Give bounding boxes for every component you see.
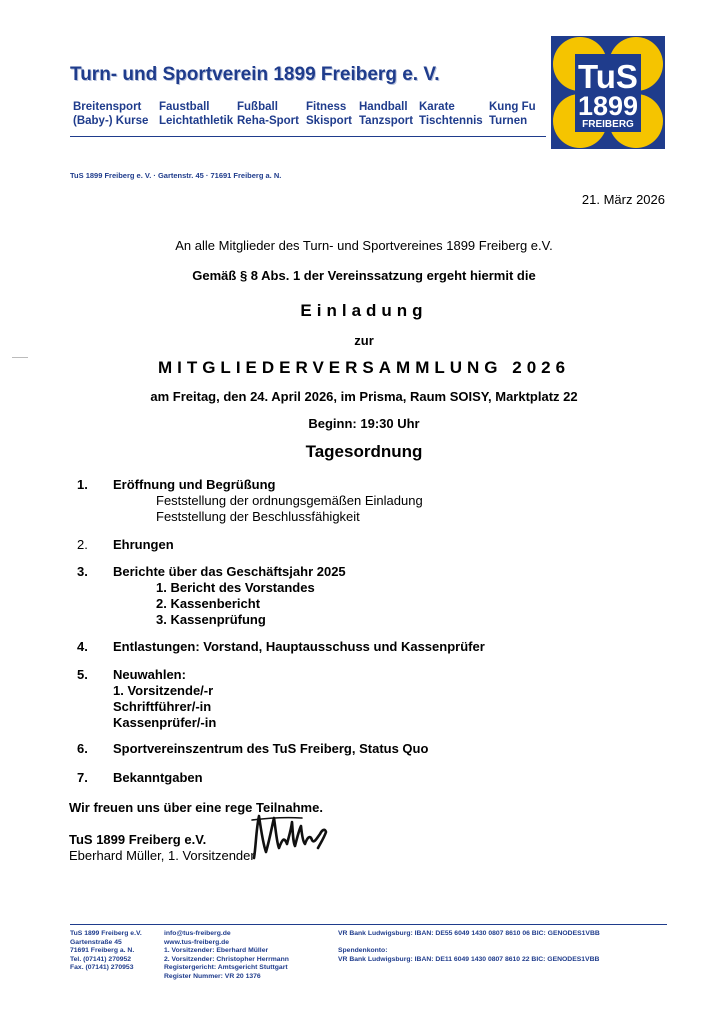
zur-line: zur: [354, 333, 374, 348]
sport-item: Turnen: [489, 115, 528, 127]
sport-item: Karate: [419, 101, 455, 113]
agenda-subitem: 1. Vorsitzende/-r: [113, 683, 214, 698]
agenda-heading: Tagesordnung: [305, 442, 423, 461]
agenda-subitem: Kassenprüfer/-in: [113, 715, 217, 730]
agenda-number: 4.: [77, 639, 88, 654]
letter-date: 21. März 2026: [581, 192, 665, 207]
footer-line: Registergericht: Amtsgericht Stuttgart: [164, 964, 288, 972]
sport-item: Breitensport: [73, 101, 142, 113]
logo-text-tus: TuS: [578, 58, 638, 95]
agenda-subitem: Feststellung der ordnungsgemäßen Einladung: [156, 493, 423, 508]
sport-item: Reha-Sport: [237, 115, 299, 127]
sport-item: (Baby-) Kurse: [73, 115, 149, 127]
agenda-number: 3.: [77, 564, 88, 579]
agenda-subitem: 3. Kassenprüfung: [156, 612, 266, 627]
footer-line: Register Nummer: VR 20 1376: [164, 972, 261, 980]
sport-item: Fußball: [237, 101, 278, 113]
date-location: am Freitag, den 24. April 2026, im Prisma, Raum SOISY, Marktplatz 22: [150, 389, 578, 404]
logo-text-town: FREIBERG: [582, 119, 634, 130]
agenda-title: Neuwahlen:: [113, 667, 186, 682]
footer-line: TuS 1899 Freiberg e.V.: [70, 930, 142, 937]
sport-item: Faustball: [159, 101, 210, 113]
agenda-title: Berichte über das Geschäftsjahr 2025: [113, 564, 346, 579]
handwritten-signature: [246, 808, 330, 866]
footer-line: 2. Vorsitzender: Christopher Herrmann: [164, 955, 289, 963]
intro-line: An alle Mitglieder des Turn- und Sportvereines 1899 Freiberg e.V.: [175, 238, 553, 253]
statute-line: Gemäß § 8 Abs. 1 der Vereinssatzung ergeht hiermit die: [192, 268, 536, 283]
invitation-heading: Einladung: [300, 301, 428, 320]
signature-name: Eberhard Müller, 1. Vorsitzender: [69, 848, 255, 863]
header-divider: [70, 136, 546, 137]
footer-line: VR Bank Ludwigsburg: IBAN: DE11 6049 1430 0807 8610 22 BIC: GENODES1VBB: [338, 955, 600, 963]
sport-item: Tischtennis: [419, 115, 483, 127]
agenda-number: 2.: [77, 537, 88, 552]
start-time: Beginn: 19:30 Uhr: [308, 416, 420, 431]
assembly-heading: MITGLIEDERVERSAMMLUNG 2026: [157, 358, 571, 377]
sport-item: Skisport: [306, 115, 353, 127]
agenda-number: 1.: [77, 477, 88, 492]
agenda-number: 7.: [77, 770, 88, 785]
agenda-subitem: Schriftführer/-in: [113, 699, 212, 714]
agenda-title: Sportvereinszentrum des TuS Freiberg, Status Quo: [113, 741, 429, 756]
sport-item: Handball: [359, 101, 408, 113]
footer-line: 71691 Freiberg a. N.: [70, 947, 135, 955]
footer-line: VR Bank Ludwigsburg: IBAN: DE55 6049 1430 0807 8610 06 BIC: GENODES1VBB: [338, 930, 600, 937]
sport-item: Tanzsport: [359, 115, 414, 127]
footer-address: [70, 930, 142, 973]
footer-email: info@tus-freiberg.de: [164, 930, 231, 937]
agenda-number: 6.: [77, 741, 88, 756]
agenda-title: Entlastungen: Vorstand, Hauptausschuss und Kassenprüfer: [113, 639, 485, 654]
agenda-title: Eröffnung und Begrüßung: [113, 477, 276, 492]
closing-line: Wir freuen uns über eine rege Teilnahme.: [69, 800, 323, 815]
footer-divider: [70, 924, 667, 925]
club-logo: [551, 36, 665, 149]
agenda-title: Ehrungen: [113, 537, 174, 552]
footer-bank: [338, 930, 600, 964]
footer-line: Spendenkonto:: [338, 947, 388, 955]
sport-item: Kung Fu: [489, 101, 536, 113]
footer-line: Tel. (07141) 270952: [70, 955, 132, 963]
footer-website: www.tus-freiberg.de: [164, 938, 230, 946]
footer-contact: [164, 930, 289, 982]
club-title: Turn- und Sportverein 1899 Freiberg e. V.: [70, 64, 440, 85]
footer-line: Gartenstraße 45: [70, 938, 122, 946]
agenda-subitem: 1. Bericht des Vorstandes: [156, 580, 315, 595]
sender-address: TuS 1899 Freiberg e. V. · Gartenstr. 45 · 71691 Freiberg a. N.: [70, 171, 282, 180]
signature-org: TuS 1899 Freiberg e.V.: [69, 832, 207, 847]
sport-item: Leichtathletik: [159, 115, 234, 127]
agenda-number: 5.: [77, 667, 88, 682]
footer-line: [338, 939, 600, 948]
footer-line: Fax. (07141) 270953: [70, 964, 134, 972]
agenda-subitem: 2. Kassenbericht: [156, 596, 261, 611]
logo-text-year: 1899: [577, 91, 639, 121]
sport-item: Fitness: [306, 101, 347, 113]
footer-line: 1. Vorsitzender: Eberhard Müller: [164, 947, 269, 955]
agenda-subitem: Feststellung der Beschlussfähigkeit: [156, 509, 360, 524]
agenda-title: Bekanntgaben: [113, 770, 203, 785]
